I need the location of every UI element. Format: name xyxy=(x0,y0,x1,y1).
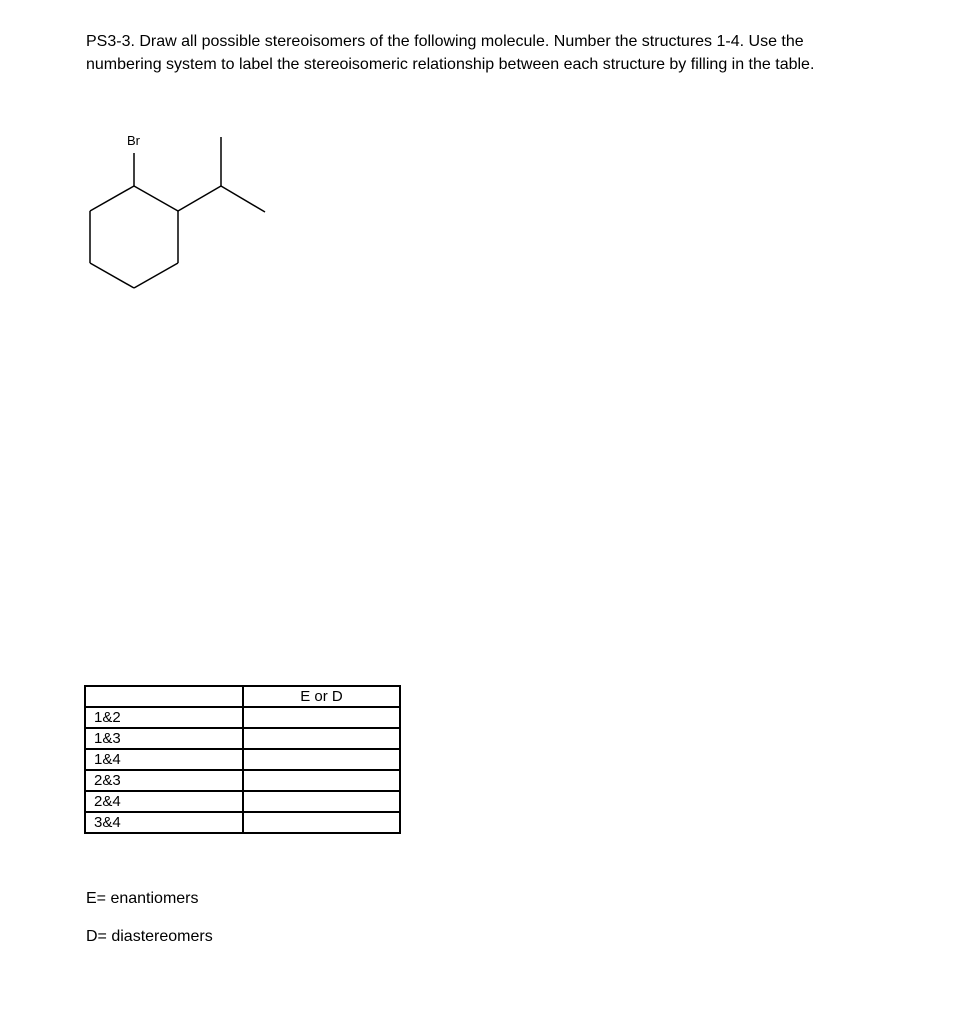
answer-cell[interactable] xyxy=(243,749,400,770)
answer-cell[interactable] xyxy=(243,791,400,812)
legend-enantiomers: E= enantiomers xyxy=(86,890,199,907)
header-pair-cell xyxy=(85,686,243,707)
methyl-bond xyxy=(221,186,265,212)
table-row xyxy=(85,749,400,770)
table-row xyxy=(85,791,400,812)
isopropyl-group xyxy=(178,137,265,212)
table-row xyxy=(85,812,400,833)
pair-cell: 2&3 xyxy=(85,770,243,791)
table-row xyxy=(85,770,400,791)
ring-bond xyxy=(90,263,134,288)
question-line-1: PS3-3. Draw all possible stereoisomers of the following molecule. Number the structures 1-4. Use the xyxy=(86,33,804,50)
bromine-label: Br xyxy=(127,133,140,148)
stereoisomer-table xyxy=(84,685,401,834)
cyclohexane-ring xyxy=(90,186,178,288)
question-line-2: numbering system to label the stereoisomeric relationship between each structure by filling in the table. xyxy=(86,56,815,73)
answer-cell[interactable] xyxy=(243,707,400,728)
answer-cell[interactable] xyxy=(243,728,400,749)
pair-cell: 2&4 xyxy=(85,791,243,812)
table-row xyxy=(85,728,400,749)
table-row xyxy=(85,707,400,728)
answer-cell[interactable] xyxy=(243,812,400,833)
pair-cell: 1&2 xyxy=(85,707,243,728)
ring-bond xyxy=(90,186,134,211)
header-answer-cell: E or D xyxy=(243,686,400,707)
molecule-structure xyxy=(0,0,300,310)
isopropyl-bond xyxy=(178,186,221,211)
pair-cell: 3&4 xyxy=(85,812,243,833)
pair-cell: 1&3 xyxy=(85,728,243,749)
legend-diastereomers: D= diastereomers xyxy=(86,928,213,945)
pair-cell: 1&4 xyxy=(85,749,243,770)
answer-cell[interactable] xyxy=(243,770,400,791)
table-header-row xyxy=(85,686,400,707)
ring-bond xyxy=(134,186,178,211)
ring-bond xyxy=(134,263,178,288)
